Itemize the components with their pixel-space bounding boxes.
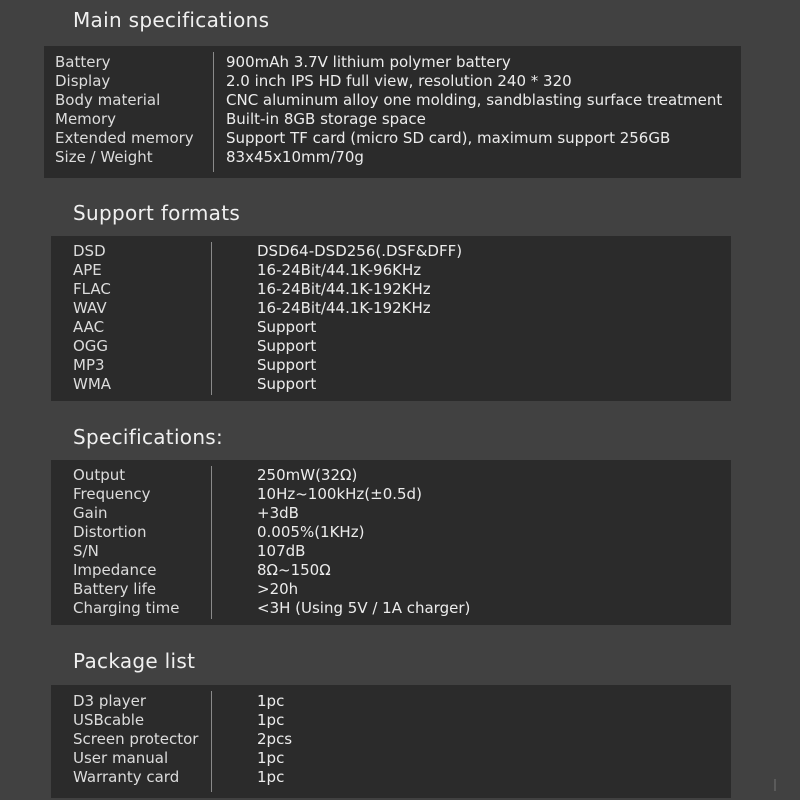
table-row [51, 299, 731, 318]
table-row [44, 148, 741, 167]
table-row [51, 504, 731, 523]
package-list-table [51, 685, 731, 798]
row-key: Screen protector [73, 730, 199, 748]
row-key: Extended memory [55, 129, 194, 147]
row-value: >20h [257, 580, 299, 598]
table-row [44, 110, 741, 129]
table-row [51, 523, 731, 542]
row-key: Impedance [73, 561, 157, 579]
row-value: 250mW(32Ω) [257, 466, 358, 484]
row-value: Support TF card (micro SD card), maximum support 256GB [226, 129, 671, 147]
row-key: Frequency [73, 485, 151, 503]
row-key: DSD [73, 242, 106, 260]
row-key: USBcable [73, 711, 145, 729]
table-row [51, 730, 731, 749]
row-value: CNC aluminum alloy one molding, sandblasting surface treatment [226, 91, 723, 109]
row-key: Memory [55, 110, 117, 128]
row-value: Support [257, 318, 317, 336]
table-row [51, 485, 731, 504]
section-title-specifications: Specifications: [73, 425, 224, 449]
table-row [44, 129, 741, 148]
row-key: FLAC [73, 280, 111, 298]
row-key: APE [73, 261, 102, 279]
section-title-main-specifications: Main specifications [73, 8, 270, 32]
row-key: Charging time [73, 599, 180, 617]
table-row [51, 375, 731, 394]
row-value: 83x45x10mm/70g [226, 148, 364, 166]
table-row [51, 337, 731, 356]
table-row [51, 749, 731, 768]
support-formats-table [51, 236, 731, 401]
table-row [44, 72, 741, 91]
table-row [51, 542, 731, 561]
table-row [51, 242, 731, 261]
row-key: Display [55, 72, 111, 90]
row-value: 16-24Bit/44.1K-96KHz [257, 261, 422, 279]
row-value: 2pcs [257, 730, 293, 748]
row-key: D3 player [73, 692, 147, 710]
section-title-support-formats: Support formats [73, 201, 241, 225]
row-value: 1pc [257, 768, 285, 786]
row-key: MP3 [73, 356, 105, 374]
table-row [51, 599, 731, 618]
row-value: Built-in 8GB storage space [226, 110, 426, 128]
row-value: 16-24Bit/44.1K-192KHz [257, 280, 431, 298]
row-key: WMA [73, 375, 112, 393]
row-value: 8Ω~150Ω [257, 561, 331, 579]
row-key: Body material [55, 91, 161, 109]
table-row [51, 318, 731, 337]
table-row [51, 711, 731, 730]
row-key: OGG [73, 337, 109, 355]
row-key: AAC [73, 318, 105, 336]
table-row [51, 580, 731, 599]
row-value: Support [257, 375, 317, 393]
row-value: 900mAh 3.7V lithium polymer battery [226, 53, 511, 71]
row-value: <3H (Using 5V / 1A charger) [257, 599, 471, 617]
row-value: 1pc [257, 692, 285, 710]
row-value: DSD64-DSD256(.DSF&DFF) [257, 242, 463, 260]
table-row [51, 692, 731, 711]
table-row [51, 356, 731, 375]
row-value: Support [257, 356, 317, 374]
row-key: Battery life [73, 580, 157, 598]
row-value: 107dB [257, 542, 306, 560]
table-row [44, 53, 741, 72]
table-row [51, 466, 731, 485]
row-value: 2.0 inch IPS HD full view, resolution 240 * 320 [226, 72, 572, 90]
table-row [51, 261, 731, 280]
row-key: Warranty card [73, 768, 180, 786]
table-row [51, 280, 731, 299]
main-specifications-table [44, 46, 741, 178]
row-value: Support [257, 337, 317, 355]
row-key: WAV [73, 299, 107, 317]
row-value: 10Hz~100kHz(±0.5d) [257, 485, 422, 503]
row-value: 1pc [257, 711, 285, 729]
row-value: 1pc [257, 749, 285, 767]
row-key: Output [73, 466, 126, 484]
row-key: Gain [73, 504, 108, 522]
row-key: User manual [73, 749, 169, 767]
row-value: +3dB [257, 504, 299, 522]
section-title-package-list: Package list [73, 649, 196, 673]
row-value: 0.005%(1KHz) [257, 523, 365, 541]
table-row [51, 768, 731, 787]
table-row [44, 91, 741, 110]
corner-mark-decoration [772, 778, 778, 792]
table-row [51, 561, 731, 580]
row-key: S/N [73, 542, 99, 560]
row-key: Distortion [73, 523, 147, 541]
specifications-table [51, 460, 731, 625]
row-key: Battery [55, 53, 111, 71]
row-value: 16-24Bit/44.1K-192KHz [257, 299, 431, 317]
row-key: Size / Weight [55, 148, 153, 166]
